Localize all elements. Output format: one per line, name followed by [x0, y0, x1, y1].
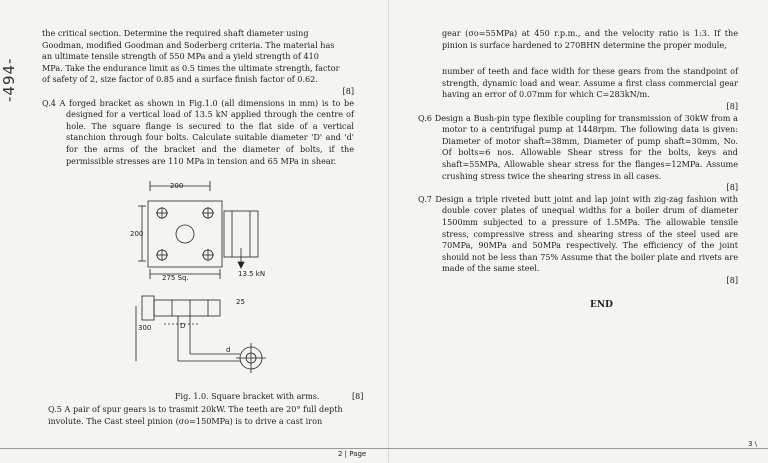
column-divider: [388, 0, 389, 463]
dim-d: d: [226, 346, 231, 354]
bracket-figure: [128, 176, 278, 386]
q3-line-4: MPa. Take the endurance limit as 0.5 times the ultimate strength, factor: [42, 62, 340, 73]
q5-continued-2: number of teeth and face width for these gears from the standpoint of strength, dynamic load and wear. Assume a first class commercial gear having an error of 0.07mm for which C=283kN/m.: [442, 66, 738, 100]
handwritten-page-number: -494-: [0, 57, 18, 102]
question-4: Q.4 A forged bracket as shown in Fig.1.0 (all dimensions in mm) is to be designed for a vertical load of 13.5 kN applied through the centre of hole. The square flange is secured to the flat side of a vertical stanchion through four bolts. Calculate suitable diameter 'D' and 'd' for the arms of the bracket and the diameter of bolts, if the permissible stresses are 110 MPa in tension and 65 MPa in shear.: [42, 97, 354, 166]
dim-275-sq: 275 Sq.: [162, 274, 189, 282]
load-label: 13.5 kN: [238, 270, 266, 278]
right-column: [418, 28, 738, 286]
left-column: [42, 28, 354, 167]
q3-marks: [8]: [342, 85, 354, 96]
question-7: Q.7 Design a triple riveted butt joint and lap joint with zig-zag fashion with double cover plates of unequal widths for a boiler drum of diameter 1500mm subjected to a pressure of 1.5MPa. The allowable tensile stress, compressive stress and shearing stress of the steel used are 70MPa, 90MPa and 50MPa respectively. The efficiency of the joint should not be less than 75% Assume that the boiler plate and rivets are made of the same steel.: [418, 193, 738, 274]
q4-marks: [8]: [352, 392, 364, 401]
figure-caption: Fig. 1.0. Square bracket with arms.: [175, 392, 320, 401]
question-5: Q.5 A pair of spur gears is to trasmit 20kW. The teeth are 20° full depth involute. The Cast steel pinion (σo=150MPa) is to drive a cast iron: [48, 404, 343, 426]
dim-300: 300: [138, 324, 152, 332]
dim-D: D: [180, 322, 186, 330]
q3-line-1: the critical section. Determine the required shaft diameter using: [42, 28, 309, 38]
corner-page-mark: 3 \: [748, 440, 758, 448]
dim-25: 25: [236, 298, 245, 306]
q6-marks: [8]: [726, 182, 738, 193]
q5-marks: [8]: [726, 100, 738, 111]
end-label: END: [590, 300, 613, 310]
q7-marks: [8]: [726, 274, 738, 285]
q3-line-2: Goodman, modified Goodman and Soderberg criteria. The material has: [42, 39, 335, 50]
dim-200-top: 200: [170, 182, 184, 190]
q3-line-3: an ultimate tensile strength of 550 MPa and a yield strength of 410: [42, 51, 319, 62]
footer-rule: [0, 448, 768, 449]
dim-200-side: 200: [130, 230, 144, 238]
q5-continued: gear (σo=55MPa) at 450 r.p.m., and the velocity ratio is 1:3. If the pinion is surface hardened to 270BHN determine the proper module,: [442, 28, 738, 50]
page-number: 2 | Page: [338, 450, 367, 458]
q3-line-5: of safety of 2, size factor of 0.85 and a surface finish factor of 0.62.: [42, 74, 318, 85]
question-6: Q.6 Design a Bush-pin type flexible coupling for transmission of 30kW from a motor to a centrifugal pump at 1448rpm. The following data is given: Diameter of motor shaft=38mm, Diameter of pump shaft=30mm, No. Of bolts=6 nos. Allowable Shear stress for the bolts, keys and shaft=55MPa, Allowable shear stress for the flanges=12MPa. Assume crushing stress twice the shearing stress in all cases.: [418, 112, 738, 181]
